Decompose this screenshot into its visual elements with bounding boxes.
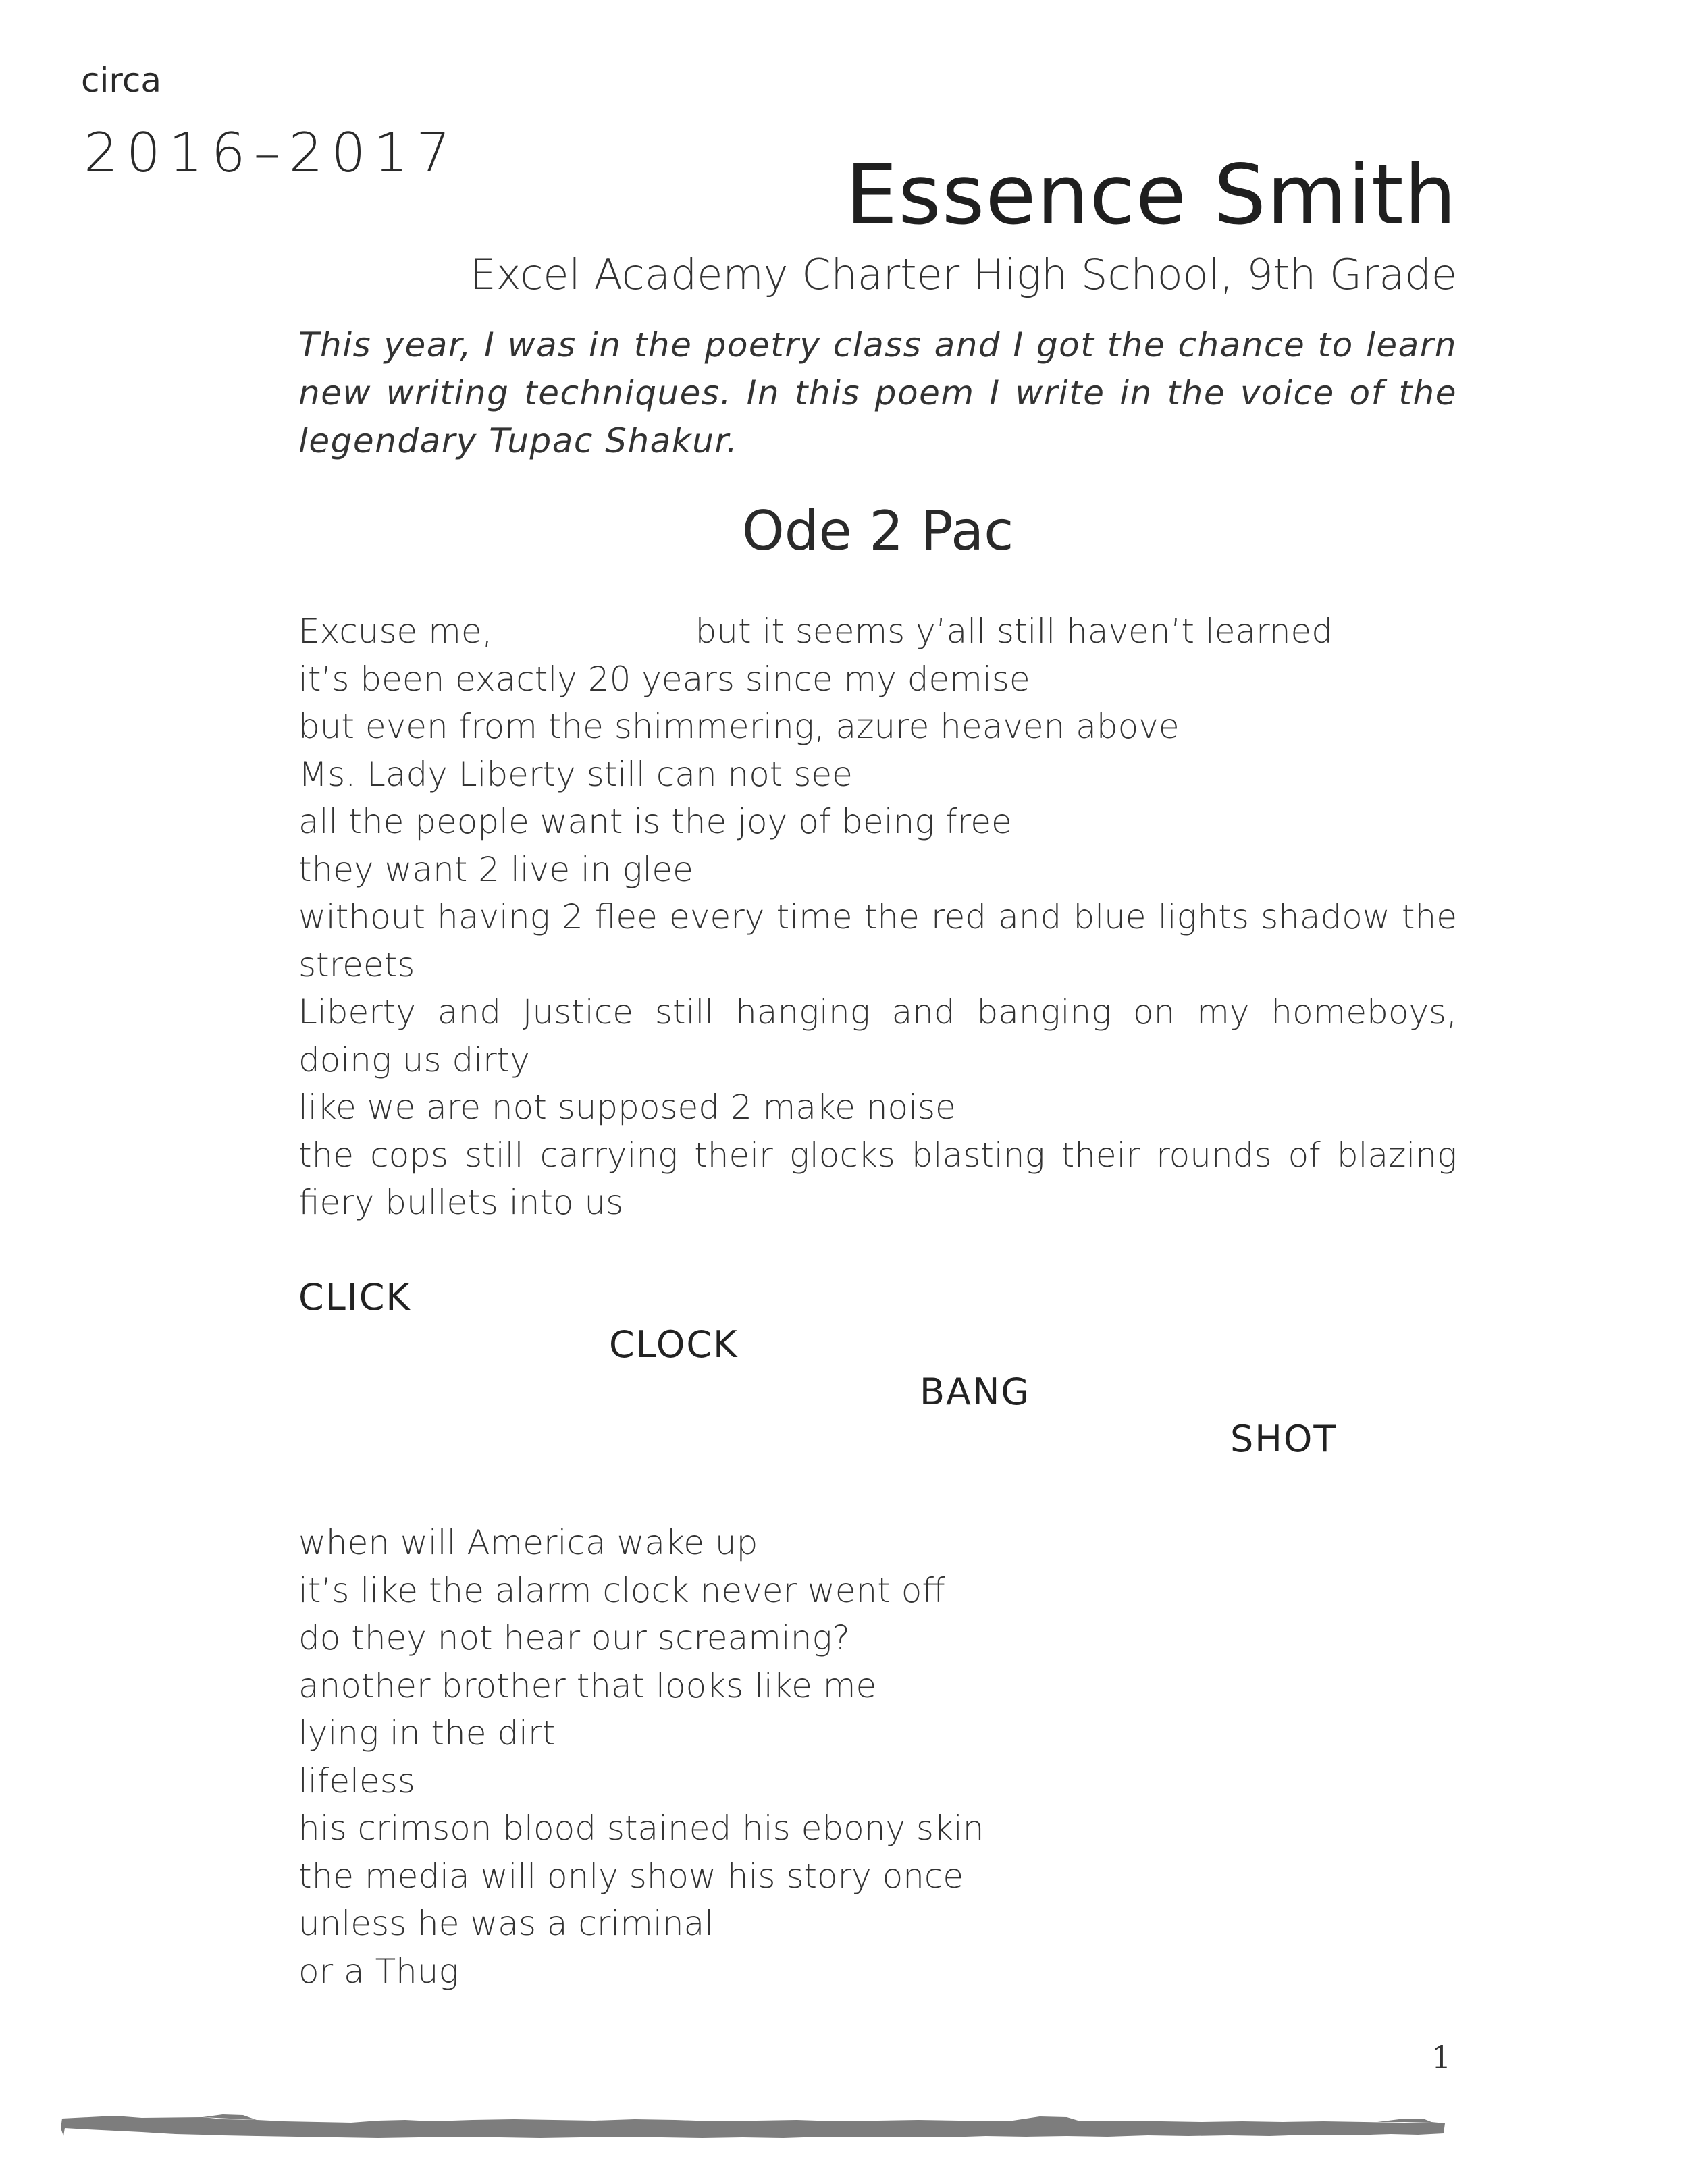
- poem-line-part: Excuse me,: [298, 612, 493, 651]
- school-grade: Excel Academy Charter High School, 9th Grade: [469, 250, 1457, 299]
- poem-stanza-1: [298, 608, 1457, 1227]
- poem-line: unless he was a criminal: [298, 1904, 714, 1943]
- poem-line: his crimson blood stained his ebony skin: [298, 1809, 984, 1848]
- torn-edge-fiber: [1377, 2119, 1431, 2122]
- poem-line: [298, 608, 1457, 656]
- poem-line-part: but it seems y’all still haven’t learned: [695, 612, 1334, 651]
- poem-line: or a Thug: [298, 1951, 459, 1991]
- sound-word-shot: SHOT: [1230, 1418, 1338, 1460]
- poem-line: they want 2 live in glee: [298, 849, 693, 889]
- poem-line: the cops still carrying their glocks blasting their rounds of blazing fiery bullets into us: [298, 1135, 1457, 1222]
- sound-word-bang: BANG: [920, 1370, 1031, 1413]
- poem-line: it’s been exactly 20 years since my demise: [298, 659, 1030, 699]
- page-number: 1: [1431, 2039, 1452, 2075]
- torn-edge-shape: [61, 2116, 1445, 2138]
- poem-line: lying in the dirt: [298, 1713, 556, 1753]
- poem-line: another brother that looks like me: [298, 1666, 877, 1705]
- poem-line: it’s like the alarm clock never went off: [298, 1570, 945, 1610]
- author-name: Essence Smith: [845, 147, 1457, 243]
- poem-line: without having 2 flee every time the red and blue lights shadow the streets: [298, 897, 1457, 984]
- poem-line: lifeless: [298, 1761, 415, 1801]
- torn-edge-fiber: [1013, 2116, 1080, 2121]
- poem-line: the media will only show his story once: [298, 1856, 964, 1896]
- poem-line: all the people want is the joy of being free: [298, 802, 1012, 841]
- poem-line: but even from the shimmering, azure heaven above: [298, 707, 1180, 746]
- poem-line: do they not hear our screaming?: [298, 1618, 851, 1657]
- sound-word-click: CLICK: [298, 1276, 411, 1319]
- poem-title: Ode 2 Pac: [741, 500, 1014, 562]
- poem-line: Liberty and Justice still hanging and banging on my homeboys, doing us dirty: [298, 992, 1457, 1080]
- sound-word-clock: CLOCK: [609, 1323, 739, 1366]
- poem-line: Ms. Lady Liberty still can not see: [298, 754, 853, 794]
- poem-stanza-2: [298, 1519, 1457, 1995]
- poem-line: when will America wake up: [298, 1523, 758, 1562]
- poem-line: like we are not supposed 2 make noise: [298, 1088, 956, 1127]
- circa-label: circa: [81, 61, 161, 100]
- year-range: 2016–2017: [84, 122, 459, 184]
- author-intro: This year, I was in the poetry class and I got the chance to learn new writing techniques. In this poem I write in the voice of the legendary Tupac Shakur.: [298, 325, 1457, 460]
- torn-paper-edge: [0, 2086, 1688, 2167]
